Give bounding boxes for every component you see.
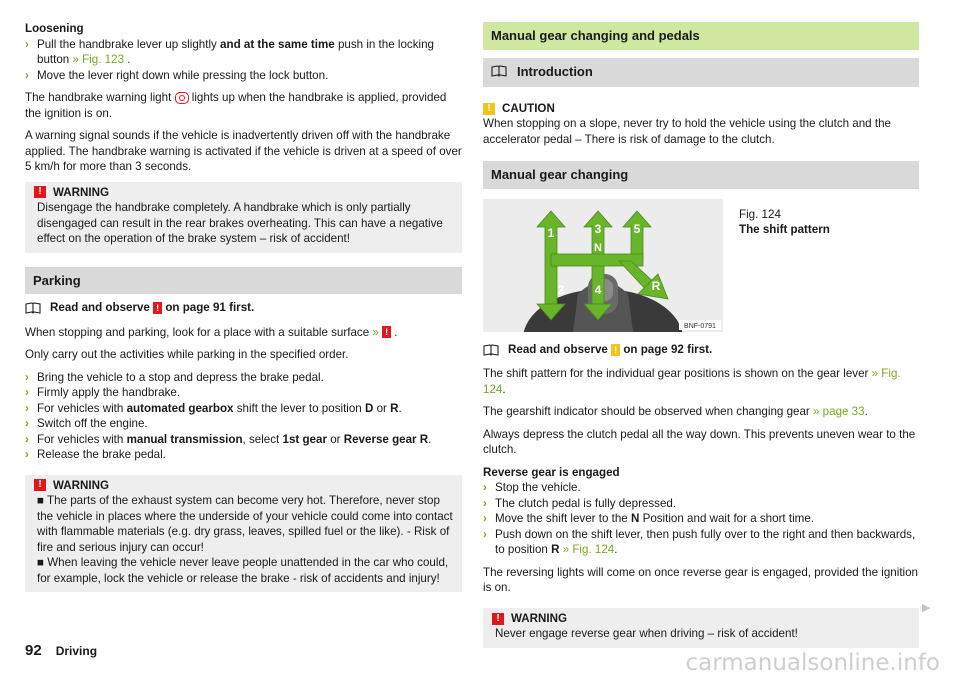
warning-text: Never engage reverse gear when driving – risk of accident! — [495, 627, 798, 641]
loosening-steps — [25, 37, 462, 84]
gear-label: 4 — [594, 282, 602, 297]
footer-section: Driving — [55, 644, 98, 658]
list-item: › Move the lever right down while pressing the lock button. — [25, 68, 329, 82]
book-icon — [25, 302, 41, 314]
gear-label: 3 — [594, 221, 602, 236]
chevron-right-icon: › — [25, 417, 29, 430]
warning-icon: ! — [153, 302, 162, 314]
parking-heading: Parking — [25, 267, 462, 295]
warning-box-handbrake — [25, 182, 462, 253]
list-item: › For vehicles with manual transmission, select 1st gear or Reverse gear R. — [25, 432, 432, 446]
parking-order: Only carry out the activities while parking in the specified order. — [25, 348, 349, 361]
parking-intro: When stopping and parking, look for a place with a suitable surface » ! . — [25, 325, 398, 339]
main-section-title: Manual gear changing and pedals — [483, 22, 919, 50]
handbrake-warning-light-icon — [175, 92, 189, 104]
right-column — [483, 0, 919, 648]
figure-code: BNF-0791 — [684, 322, 716, 330]
parking-steps — [25, 370, 462, 463]
figure-label: Fig. 124 — [739, 207, 781, 221]
reverse-gear-heading: Reverse gear is engaged — [483, 465, 620, 479]
chevron-right-icon: › — [25, 386, 29, 399]
clutch-paragraph: Always depress the clutch pedal all the way down. This prevents uneven wear to the clutch. — [483, 427, 916, 457]
gear-label: 5 — [633, 221, 641, 236]
caution-title: CAUTION — [502, 101, 555, 115]
fig-124-link[interactable]: » Fig. 124 — [559, 543, 615, 557]
caution-block — [483, 101, 919, 148]
list-item: › Push down on the shift lever, then push fully over to the right and then backwards, to position R » Fig. 124. — [483, 527, 916, 557]
chevron-right-icon: › — [483, 496, 487, 510]
list-item: › Stop the vehicle. — [483, 481, 581, 495]
warning-icon: ! — [34, 186, 46, 198]
warning-icon: ! — [492, 613, 504, 625]
warning-title: WARNING — [53, 185, 110, 199]
shift-pattern-paragraph: The shift pattern for the individual gear positions is shown on the gear lever » Fig. 124. — [483, 367, 901, 396]
chevron-right-icon: › — [25, 401, 29, 415]
gear-label: R — [651, 278, 661, 293]
list-item: › The clutch pedal is fully depressed. — [483, 496, 677, 510]
loosening-heading: Loosening — [25, 22, 84, 35]
gear-read-observe: Read and observe ! on page 92 first. — [483, 342, 919, 358]
caution-icon: ! — [611, 344, 620, 356]
gear-label: 1 — [547, 225, 555, 240]
book-icon — [491, 65, 507, 77]
caution-text: When stopping on a slope, never try to hold the vehicle using the clutch and the accelerator pedal – There is risk of damage to the clutch. — [483, 117, 891, 146]
chevron-right-icon: › — [483, 512, 487, 526]
warning-ref-link[interactable]: » — [372, 325, 379, 339]
chevron-right-icon: › — [483, 481, 487, 495]
list-item: › Release the brake pedal. — [25, 448, 166, 461]
gear-label: 2 — [557, 282, 565, 297]
chevron-right-icon: › — [25, 448, 29, 461]
gear-label: N — [594, 241, 602, 254]
parking-read-observe: Read and observe ! on page 91 first. — [25, 300, 462, 316]
chevron-right-icon: › — [25, 68, 29, 82]
figure-caption — [739, 199, 830, 332]
chevron-right-icon: › — [25, 370, 29, 384]
page-number: 92 — [25, 642, 42, 659]
watermark: carmanualsonline.info — [685, 650, 940, 676]
warning-box-exhaust — [25, 475, 462, 593]
warning-icon: ! — [34, 479, 46, 491]
reversing-lights-paragraph: The reversing lights will come on once reverse gear is engaged, provided the ignition is on. — [483, 565, 919, 595]
fig-124-link[interactable]: » Fig. 124 — [483, 367, 901, 396]
list-item: › Bring the vehicle to a stop and depress the brake pedal. — [25, 370, 324, 384]
page-footer — [25, 642, 97, 659]
gearshift-indicator-paragraph: The gearshift indicator should be observed when changing gear » page 33. — [483, 405, 868, 419]
book-icon — [483, 344, 499, 356]
warning-title: WARNING — [511, 611, 568, 625]
left-column — [25, 0, 462, 592]
fig-123-link[interactable]: » Fig. 123 — [72, 53, 125, 66]
figure-title: The shift pattern — [739, 223, 830, 237]
warning-text: ■ When leaving the vehicle never leave people unattended in the car who could, for example, lock the vehicle or release the brake - risk of accidents and injury! — [37, 556, 449, 585]
warning-text: Disengage the handbrake completely. A handbrake which is only partially disengaged can result in the rear brakes overheating. This can have a negative effect on the operation of the brake system – risk of accident! — [37, 201, 443, 245]
page-33-link[interactable]: » page 33 — [813, 405, 865, 419]
chevron-right-icon: › — [25, 37, 29, 51]
shift-pattern-image — [483, 199, 723, 332]
warning-icon: ! — [382, 326, 391, 338]
reverse-steps — [483, 480, 919, 558]
handbrake-light-paragraph: The handbrake warning light lights up when the handbrake is applied, provided the ignition is on. — [25, 91, 447, 120]
warning-text: ■ The parts of the exhaust system can become very hot. Therefore, never stop the vehicle in places where the underside of your vehicle could come into contact with flammable materials (e.g. dry grass, leaves, spilled fuel or the like). - Risk of fire and serious injury can occur! — [37, 494, 453, 554]
chevron-right-icon: › — [25, 432, 29, 446]
manual-gear-changing-heading: Manual gear changing — [483, 161, 919, 189]
continue-arrow-icon: ▶ — [922, 602, 931, 614]
warning-title: WARNING — [53, 478, 110, 492]
list-item: › Firmly apply the handbrake. — [25, 386, 181, 399]
signal-paragraph: A warning signal sounds if the vehicle is inadvertently driven off with the handbrake applied. The handbrake warning is activated if the vehicle is driven at a speed of over 5 km/h for more than 3 seconds. — [25, 129, 462, 173]
chevron-right-icon: › — [483, 527, 487, 541]
list-item: › Pull the handbrake lever up slightly and at the same time push in the locking button » Fig. 123 . — [25, 37, 434, 66]
warning-box-reverse — [483, 608, 919, 648]
list-item: › For vehicles with automated gearbox shift the lever to position D or R. — [25, 401, 402, 415]
list-item: › Switch off the engine. — [25, 417, 148, 430]
shift-pattern-diagram — [483, 199, 723, 332]
figure-124 — [483, 199, 919, 332]
list-item: › Move the shift lever to the N Position and wait for a short time. — [483, 512, 814, 526]
introduction-heading: Introduction — [483, 58, 919, 87]
caution-icon: ! — [483, 103, 495, 115]
